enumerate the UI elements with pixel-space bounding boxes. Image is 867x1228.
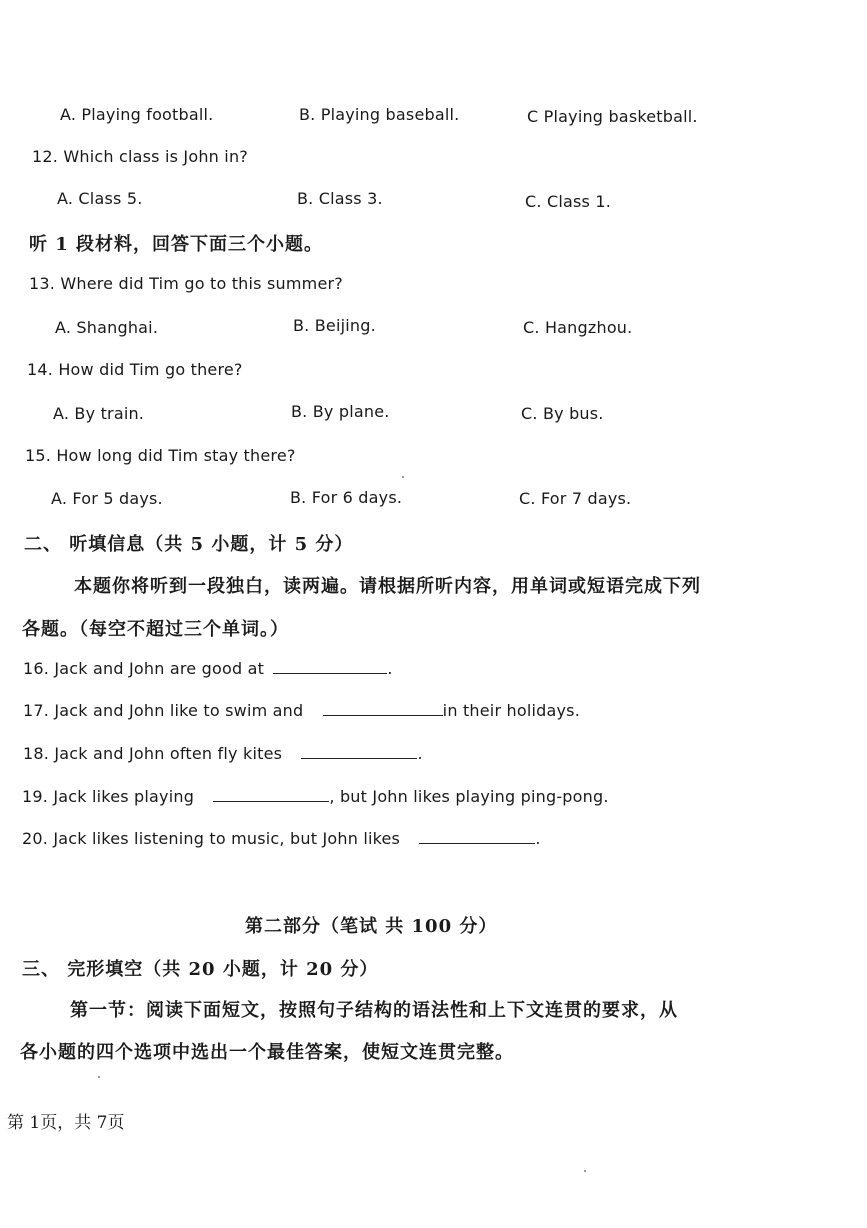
q17-end: in their holidays. <box>442 701 580 720</box>
page-footer: 第 1页，共 7页 <box>7 1113 125 1133</box>
part2-instruction-2: 各题。（每空不超过三个单词。） <box>22 619 289 640</box>
q14-option-a: A. By train. <box>53 404 145 423</box>
q15-option-c: C. For 7 days. <box>519 489 632 508</box>
q20-end: . <box>535 829 541 848</box>
answer-blank-18[interactable] <box>301 744 417 759</box>
q19-text: 19. Jack likes playing <box>22 787 195 806</box>
question-19 <box>22 787 609 806</box>
scan-speck <box>402 476 404 478</box>
q13-option-c: C. Hangzhou. <box>523 318 633 337</box>
part2-instruction-1: 本题你将听到一段独白，读两遍。请根据所听内容，用单词或短语完成下列 <box>74 576 701 597</box>
q12-option-a: A. Class 5. <box>57 189 143 208</box>
answer-blank-16[interactable] <box>273 659 387 674</box>
q15-option-a: A. For 5 days. <box>51 489 163 508</box>
question-20 <box>22 829 541 848</box>
section2-title: 第二部分（笔试 共 100 分） <box>245 916 498 937</box>
option-b: B. Playing baseball. <box>299 105 460 124</box>
q13-option-b: B. Beijing. <box>293 316 376 335</box>
q20-text: 20. Jack likes listening to music, but John likes <box>22 829 401 848</box>
q12-option-b: B. Class 3. <box>297 189 383 208</box>
part3-instruction-2: 各小题的四个选项中选出一个最佳答案，使短文连贯完整。 <box>20 1042 514 1063</box>
question-16 <box>23 659 393 678</box>
q17-text: 17. Jack and John like to swim and <box>23 701 304 720</box>
question-15: 15. How long did Tim stay there? <box>25 446 296 465</box>
q18-text: 18. Jack and John often fly kites <box>23 744 283 763</box>
q13-option-a: A. Shanghai. <box>55 318 159 337</box>
answer-blank-19[interactable] <box>213 787 329 802</box>
answer-blank-20[interactable] <box>419 829 535 844</box>
question-17 <box>23 701 580 720</box>
scan-speck <box>584 1170 586 1172</box>
part2-heading: 二、 听填信息（共 5 小题，计 5 分） <box>24 534 354 555</box>
answer-blank-17[interactable] <box>323 701 443 716</box>
section-instruction: 听 1 段材料，回答下面三个小题。 <box>29 234 324 255</box>
q14-option-b: B. By plane. <box>291 402 390 421</box>
part3-instruction-1: 第一节：阅读下面短文，按照句子结构的语法性和上下文连贯的要求，从 <box>70 1000 678 1021</box>
part3-heading: 三、 完形填空（共 20 小题，计 20 分） <box>22 959 379 980</box>
q12-option-c: C. Class 1. <box>525 192 611 211</box>
question-13: 13. Where did Tim go to this summer? <box>29 274 343 293</box>
question-14: 14. How did Tim go there? <box>27 360 243 379</box>
q16-end: . <box>387 659 393 678</box>
q18-end: . <box>417 744 423 763</box>
q16-text: 16. Jack and John are good at <box>23 659 265 678</box>
option-c: C Playing basketball. <box>527 107 698 126</box>
option-a: A. Playing football. <box>60 105 214 124</box>
question-12: 12. Which class is John in? <box>32 147 248 166</box>
q15-option-b: B. For 6 days. <box>290 488 403 507</box>
question-18 <box>23 744 423 763</box>
q14-option-c: C. By bus. <box>521 404 604 423</box>
q19-end: , but John likes playing ping-pong. <box>329 787 609 806</box>
scan-speck <box>98 1076 100 1078</box>
